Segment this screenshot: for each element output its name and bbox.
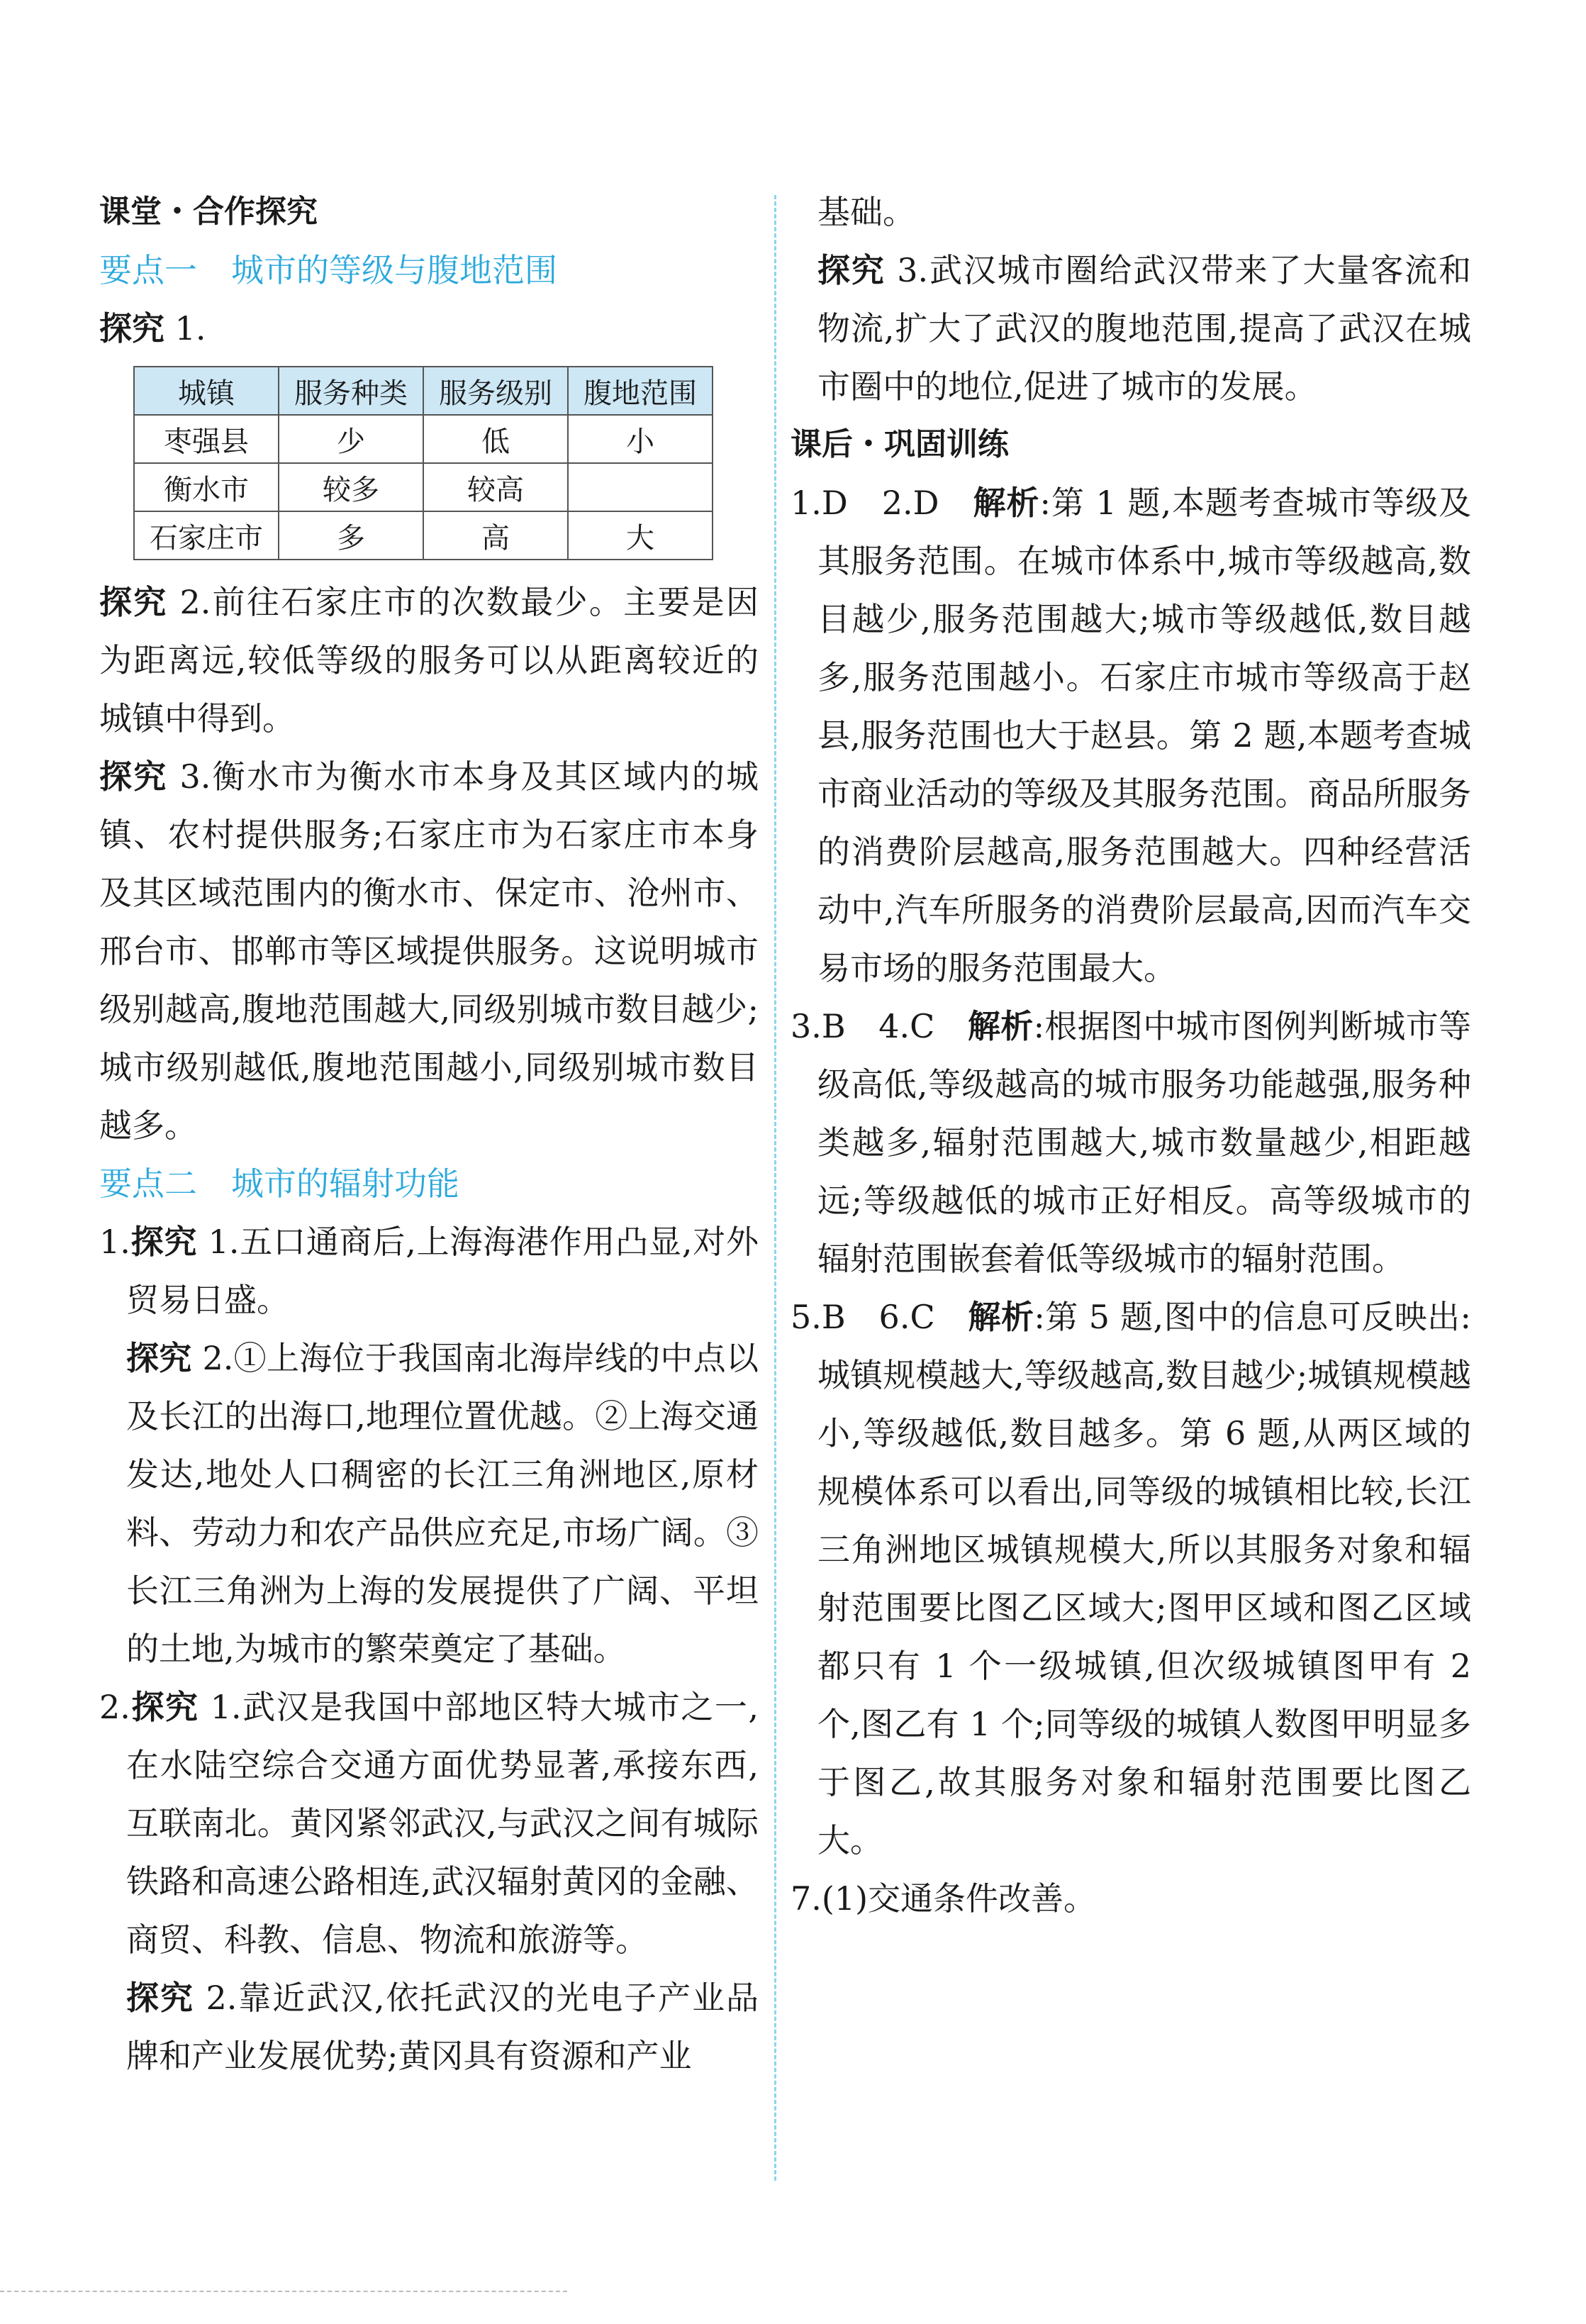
answer-5-6-prefix: 5.B 6.C (791, 1298, 968, 1336)
item-2-explore-2 (99, 1969, 759, 2085)
explore-label: 探究 (126, 1979, 194, 2017)
item-1-explore-2 (99, 1329, 759, 1678)
explore-2-paragraph (99, 573, 759, 747)
item-1-explore-1 (99, 1213, 759, 1329)
table-header-cell: 城镇 (134, 367, 279, 415)
section-title-classroom: 课堂・合作探究 (99, 194, 318, 230)
table-cell: 较多 (279, 463, 423, 511)
explore-2-text: 2.前往石家庄市的次数最少。主要是因为距离远,较低等级的服务可以从距离较近的城镇中得到。 (99, 583, 759, 738)
table-cell: 较高 (423, 463, 568, 511)
table-header-cell: 服务种类 (279, 367, 423, 415)
table-cell: 枣强县 (134, 415, 279, 463)
answer-3-4 (791, 997, 1471, 1288)
item-2-number: 2. (99, 1688, 130, 1726)
section-title-after-class: 课后・巩固训练 (791, 426, 1009, 462)
table-header-row (134, 367, 713, 415)
explore-label: 探究 (99, 583, 168, 621)
left-column (99, 183, 759, 2085)
explore-3-wuhan-text: 3.武汉城市圈给武汉带来了大量客流和物流,扩大了武汉的腹地范围,提高了武汉在城市圈中的地位,促进了城市的发展。 (817, 251, 1472, 406)
right-column (791, 183, 1471, 1928)
table-row (134, 463, 713, 511)
answer-1-2 (791, 474, 1471, 997)
continuation-text: 基础。 (817, 193, 915, 231)
item-2-explore-1 (99, 1678, 759, 1969)
explore-label: 探究 (99, 309, 164, 348)
explore-3-paragraph (99, 747, 759, 1155)
explore-label: 探究 (130, 1223, 198, 1261)
key-point-1-heading (99, 241, 759, 299)
answer-3-4-text: :根据图中城市图例判断城市等级高低,等级越高的城市服务功能越强,服务种类越多,辐射范围越大,城市数量越少,相距越远;等级越低的城市正好相反。高等级城市的辐射范围嵌套着低等级城市的辐射范围。 (817, 1007, 1472, 1278)
table-cell: 大 (568, 511, 713, 560)
table-header-cell: 服务级别 (423, 367, 568, 415)
table-cell: 小 (568, 415, 713, 463)
explore-label: 探究 (126, 1339, 192, 1377)
table-row (134, 415, 713, 463)
table-cell: 石家庄市 (134, 511, 279, 560)
item-1-number: 1. (99, 1223, 130, 1261)
service-table (133, 366, 713, 560)
key-point-2-label: 要点二 (99, 1164, 197, 1203)
table-cell: 高 (423, 511, 568, 560)
item-2-explore-1-text: 1.武汉是我国中部地区特大城市之一,在水陆空综合交通方面优势显著,承接东西,互联南北。黄冈紧邻武汉,与武汉之间有城际铁路和高速公路相连,武汉辐射黄冈的金融、商贸、科教、信息、物流和旅游等。 (126, 1688, 759, 1959)
item-1-explore-1-text: 1.五口通商后,上海海港作用凸显,对外贸易日盛。 (126, 1223, 759, 1319)
analysis-label: 解析 (967, 1007, 1034, 1045)
explore-label: 探究 (130, 1688, 199, 1726)
table-cell: 少 (279, 415, 423, 463)
table-row (134, 511, 713, 560)
column-divider (774, 195, 776, 2181)
analysis-label: 解析 (973, 484, 1040, 522)
answer-1-2-prefix: 1.D 2.D (791, 484, 973, 522)
explore-3-wuhan (791, 241, 1471, 416)
footer-rule (0, 2291, 567, 2292)
key-point-1-title: 城市的等级与腹地范围 (231, 251, 557, 289)
explore-label: 探究 (99, 757, 168, 796)
explore-3-text: 3.衡水市为衡水市本身及其区域内的城镇、农村提供服务;石家庄市为石家庄市本身及其区域范围内的衡水市、保定市、沧州市、邢台市、邯郸市等区域提供服务。这说明城市级别越高,腹地范围越大,同级别城市数目越少;城市级别越低,腹地范围越小,同级别城市数目越多。 (99, 757, 759, 1145)
analysis-label: 解析 (968, 1298, 1034, 1336)
table-cell: 低 (423, 415, 568, 463)
key-point-2-heading (99, 1155, 759, 1213)
table-cell: 衡水市 (134, 463, 279, 511)
table-header-cell: 腹地范围 (568, 367, 713, 415)
answer-7: 7.(1)交通条件改善。 (791, 1879, 1097, 1918)
answer-3-4-prefix: 3.B 4.C (791, 1007, 968, 1045)
answer-5-6-text: :第 5 题,图中的信息可反映出:城镇规模越大,等级越高,数目越少;城镇规模越小,等级越低,数目越多。第 6 题,从两区域的规模体系可以看出,同等级的城镇相比较,长江三角洲地区城镇规模大,所以其服务对象和辐射范围要比图乙区域大;图甲区域和图乙区域都只有 1 个一级城镇,但次级城镇图甲有 2 个,图乙有 1 个;同等级的城镇人数图甲明显多于图乙,故其服务对象和辐射范围要比图乙大。 (817, 1298, 1472, 1859)
item-2-explore-2-text: 2.靠近武汉,依托武汉的光电子产业品牌和产业发展优势;黄冈具有资源和产业 (126, 1979, 759, 2075)
key-point-2-title: 城市的辐射功能 (231, 1164, 459, 1203)
table-cell (568, 463, 713, 511)
answer-5-6 (791, 1288, 1471, 1869)
explore-1-number: 1. (164, 309, 206, 348)
key-point-1-label: 要点一 (99, 251, 197, 289)
table-cell: 多 (279, 511, 423, 560)
answer-1-2-text: :第 1 题,本题考查城市等级及其服务范围。在城市体系中,城市等级越高,数目越少,服务范围越大;城市等级越低,数目越多,服务范围越小。石家庄市城市等级高于赵县,服务范围也大于赵县。第 2 题,本题考查城市商业活动的等级及其服务范围。商品所服务的消费阶层越高,服务范围越大。四种经营活动中,汽车所服务的消费阶层最高,因而汽车交易市场的服务范围最大。 (817, 484, 1471, 987)
item-1-explore-2-text: 2.①上海位于我国南北海岸线的中点以及长江的出海口,地理位置优越。②上海交通发达,地处人口稠密的长江三角洲地区,原材料、劳动力和农产品供应充足,市场广阔。③长江三角洲为上海的发展提供了广阔、平坦的土地,为城市的繁荣奠定了基础。 (126, 1339, 759, 1668)
explore-label: 探究 (817, 251, 886, 289)
explore-1-line (99, 299, 759, 357)
